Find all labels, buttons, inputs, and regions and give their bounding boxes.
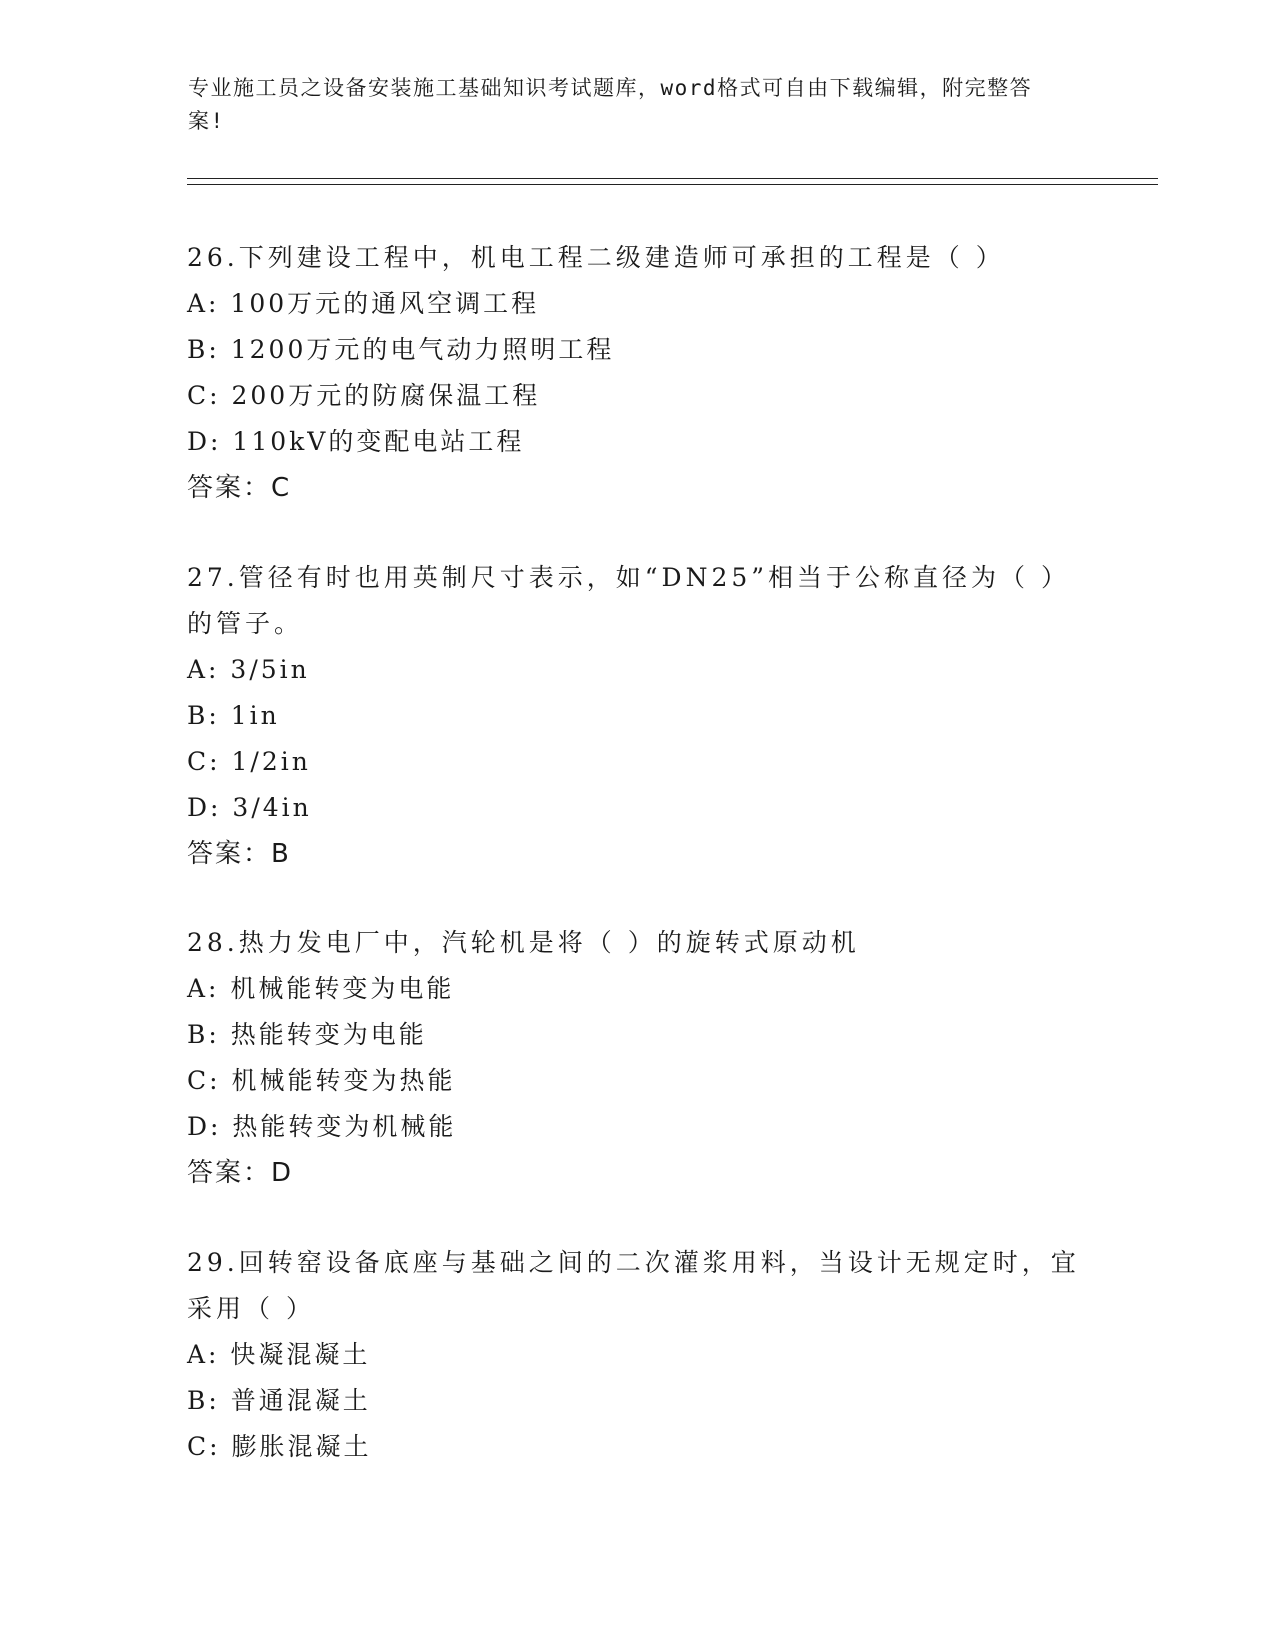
question-27 [187, 555, 1087, 877]
option-c: C: 1/2in [187, 747, 311, 776]
header-divider-bottom [187, 184, 1158, 185]
option-a: A: 快凝混凝土 [187, 1340, 371, 1369]
option-b: B: 热能转变为电能 [187, 1020, 427, 1049]
question-stem: 27.管径有时也用英制尺寸表示，如“DN25”相当于公称直径为（ ）的管子。 [187, 563, 1070, 638]
answer: 答案：D [187, 1158, 294, 1188]
option-c: C: 膨胀混凝土 [187, 1432, 372, 1461]
question-stem: 26.下列建设工程中，机电工程二级建造师可承担的工程是（ ） [187, 243, 1005, 272]
question-29 [187, 1240, 1087, 1470]
option-b: B: 普通混凝土 [187, 1386, 371, 1415]
option-d: D: 110kV的变配电站工程 [187, 427, 525, 456]
question-stem: 28.热力发电厂中，汽轮机是将（ ）的旋转式原动机 [187, 928, 860, 957]
option-d: D: 3/4in [187, 793, 312, 822]
option-b: B: 1200万元的电气动力照明工程 [187, 335, 615, 364]
question-28 [187, 920, 1087, 1196]
document-header: 专业施工员之设备安装施工基础知识考试题库，word格式可自由下载编辑，附完整答案! [188, 76, 1033, 133]
option-a: A: 100万元的通风空调工程 [187, 289, 540, 318]
option-a: A: 机械能转变为电能 [187, 974, 455, 1003]
option-a: A: 3/5in [187, 655, 310, 684]
option-b: B: 1in [187, 701, 280, 730]
header-divider-top [187, 178, 1158, 179]
answer: 答案：C [187, 473, 292, 503]
answer: 答案：B [187, 839, 291, 869]
question-26 [187, 235, 1087, 511]
option-c: C: 200万元的防腐保温工程 [187, 381, 541, 410]
option-c: C: 机械能转变为热能 [187, 1066, 456, 1095]
option-d: D: 热能转变为机械能 [187, 1112, 457, 1141]
question-stem: 29.回转窑设备底座与基础之间的二次灌浆用料，当设计无规定时，宜采用（ ） [187, 1248, 1080, 1323]
